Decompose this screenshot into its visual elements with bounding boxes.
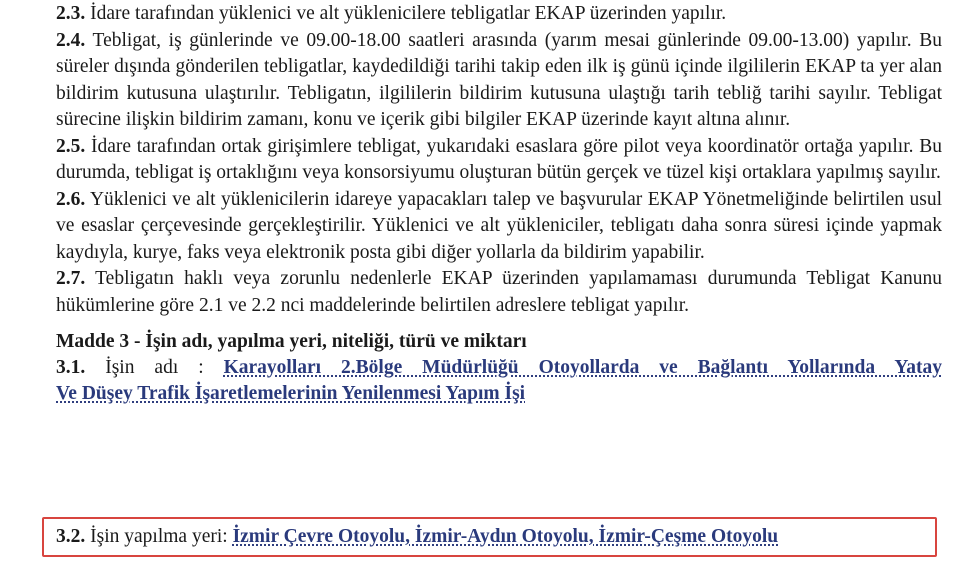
item-3-1-continuation — [56, 381, 942, 407]
work-name-value-line2: Ve Düşey Trafik İşaretlemelerinin Yenilenmesi Yapım İşi — [56, 383, 526, 404]
paragraph-text: Yüklenici ve alt yüklenicilerin idareye yapacakları talep ve başvurular EKAP Yönetmeliğinde belirtilen usul ve esaslar çerçevesinde gerçekleştirilir. Yüklenici ve alt yükleniciler, tebligatı daha sonra süresi içinde yapmak kaydıyla, kurye, faks veya elektronik posta gibi diğer yollarla da bildirim yapabilir. — [56, 188, 942, 263]
item-3-2 — [56, 524, 778, 550]
item-number: 3.1. — [56, 357, 86, 378]
paragraph-2-4 — [56, 28, 942, 134]
paragraph-text: Tebligatın haklı veya zorunlu nedenlerle EKAP üzerinden yapılamaması durumunda Tebligat Kanunu hükümlerine göre 2.1 ve 2.2 nci maddelerinde belirtilen adreslere tebligat yapılır. — [56, 268, 942, 316]
item-label: İşin yapılma yeri: — [85, 526, 233, 547]
paragraph-2-7 — [56, 266, 942, 319]
paragraph-text: İdare tarafından ortak girişimlere tebligat, yukarıdaki esaslara göre pilot veya koordinatör ortağa yapılır. Bu durumda, tebligat iş ortaklığını veya konsorsiyumu oluşturan bütün gerçek ve tüzel kişi ortaklara yapılmış sayılır. — [56, 135, 942, 183]
paragraph-text: İdare tarafından yüklenici ve alt yüklenicilere tebligatlar EKAP üzerinden yapılır. — [85, 3, 727, 24]
work-location-value: İzmir Çevre Otoyolu, İzmir-Aydın Otoyolu, İzmir-Çeşme Otoyolu — [232, 526, 779, 547]
paragraph-number: 2.3. — [56, 3, 86, 24]
item-3-1 — [56, 355, 942, 381]
paragraph-2-6 — [56, 187, 942, 267]
paragraph-text: Tebligat, iş günlerinde ve 09.00-18.00 saatleri arasında (yarım mesai günlerinde 09.00-13.00) yapılır. Bu süreler dışında gönderilen tebligatlar, kaydedildiği tarihi takip eden ilk iş günü içinde ilgililerin EKAP ta yer alan bildirim kutusuna ulaştırılır. Tebligatın, ilgililerin bildirim kutusuna ulaştığı tarih tebliğ tarihi sayılır. Tebligat sürecine ilişkin bildirim zamanı, konu ve içerik gibi bilgiler EKAP üzerinde kayıt altına alınır. — [56, 29, 942, 130]
paragraph-number: 2.7. — [56, 268, 86, 289]
work-name-value-line1: Karayolları 2.Bölge Müdürlüğü Otoyollarda ve Bağlantı Yollarında Yatay — [223, 357, 942, 378]
paragraph-number: 2.4. — [56, 29, 86, 51]
paragraph-2-3 — [56, 0, 942, 28]
paragraph-2-5 — [56, 134, 942, 187]
item-number: 3.2. — [56, 526, 86, 547]
paragraph-number: 2.6. — [56, 188, 86, 210]
item-label: İşin adı : — [85, 357, 224, 378]
paragraph-number: 2.5. — [56, 135, 86, 157]
article-3-heading: Madde 3 - İşin adı, yapılma yeri, niteliği, türü ve miktarı — [56, 331, 527, 352]
